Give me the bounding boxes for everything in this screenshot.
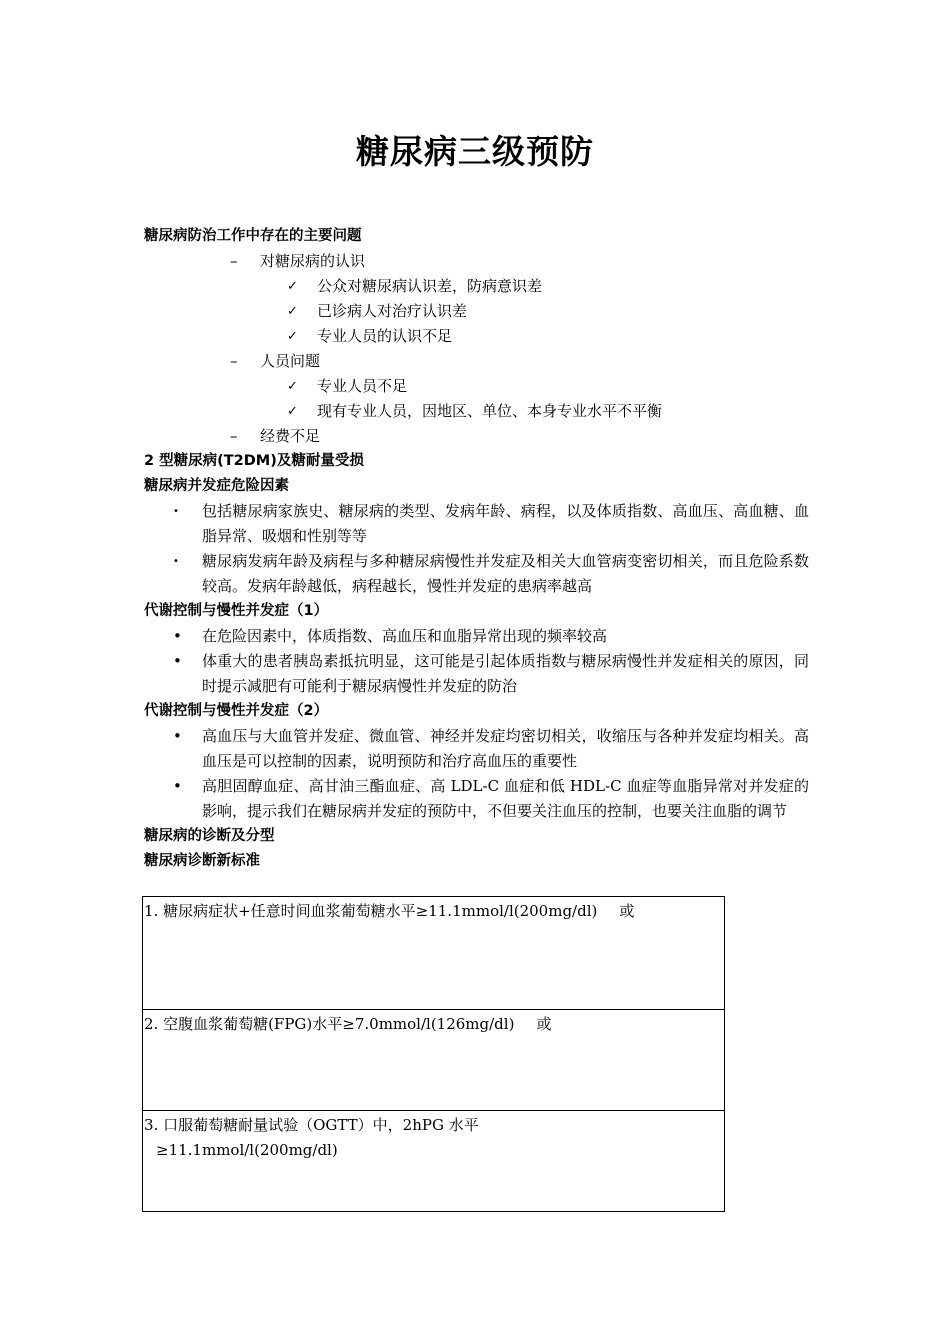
dash-marker: – xyxy=(230,427,238,445)
bullet-text: 糖尿病发病年龄及病程与多种糖尿病慢性并发症及相关大血管病变密切相关，而且危险系数较高。发病年龄越低，病程越长，慢性并发症的患病率越高 xyxy=(202,552,809,595)
section-heading-problems: 糖尿病防治工作中存在的主要问题 xyxy=(144,228,362,244)
bullet-text: 体重大的患者胰岛素抵抗明显，这可能是引起体质指数与糖尿病慢性并发症相关的原因，同时提示减肥有可能利于糖尿病慢性并发症的防治 xyxy=(202,652,809,695)
bullet-text: 在危险因素中，体质指数、高血压和血脂异常出现的频率较高 xyxy=(202,627,608,645)
check-item xyxy=(144,399,809,424)
bullet-item xyxy=(144,499,809,549)
bullet-icon: • xyxy=(173,506,179,517)
bullet-icon: • xyxy=(173,727,182,745)
checkmark-icon: ✓ xyxy=(287,304,298,319)
bullet-text: 高血压与大血管并发症、微血管、神经并发症均密切相关，收缩压与各种并发症均相关。高血压是可以控制的因素，说明预防和治疗高血压的重要性 xyxy=(202,727,809,770)
check-item-text: 公众对糖尿病认识差，防病意识差 xyxy=(317,277,543,295)
dash-item-awareness xyxy=(144,249,809,274)
document-body xyxy=(144,224,809,874)
criteria-cell-2 xyxy=(143,1010,725,1111)
dash-item-label: 经费不足 xyxy=(260,427,321,445)
dash-marker: – xyxy=(230,352,238,370)
bullet-item xyxy=(144,624,809,649)
check-item-text: 已诊病人对治疗认识差 xyxy=(317,302,468,320)
check-item xyxy=(144,274,809,299)
section-heading-t2dm: 2 型糖尿病(T2DM)及糖耐量受损 xyxy=(144,453,364,469)
criteria-or: 或 xyxy=(536,1015,552,1033)
bullet-item xyxy=(144,549,809,599)
check-item-text: 专业人员不足 xyxy=(317,377,408,395)
bullet-icon: • xyxy=(173,556,179,567)
bullet-item xyxy=(144,724,809,774)
bullet-icon: • xyxy=(173,627,182,645)
table-row xyxy=(143,897,725,1010)
dash-item-funding xyxy=(144,424,809,449)
criteria-text: 1. 糖尿病症状+任意时间血浆葡萄糖水平≥11.1mmol/l(200mg/dl) xyxy=(144,902,598,920)
bullet-icon: • xyxy=(173,777,182,795)
dash-item-staff xyxy=(144,349,809,374)
section-heading-metabolic-2: 代谢控制与慢性并发症（2） xyxy=(144,703,329,719)
check-item-text: 现有专业人员，因地区、单位、本身专业水平不平衡 xyxy=(317,402,663,420)
bullet-item xyxy=(144,649,809,699)
check-item xyxy=(144,324,809,349)
checkmark-icon: ✓ xyxy=(287,279,298,294)
checkmark-icon: ✓ xyxy=(287,379,298,394)
criteria-text: 2. 空腹血浆葡萄糖(FPG)水平≥7.0mmol/l(126mg/dl) xyxy=(144,1015,515,1033)
checkmark-icon: ✓ xyxy=(287,329,298,344)
bullet-text: 高胆固醇血症、高甘油三酯血症、高 LDL-C 血症和低 HDL-C 血症等血脂异常对并发症的影响，提示我们在糖尿病并发症的预防中，不但要关注血压的控制，也要关注血脂的调节 xyxy=(202,777,809,820)
diagnosis-criteria-table xyxy=(142,896,725,1212)
section-heading-risk-factors: 糖尿病并发症危险因素 xyxy=(144,478,289,494)
bullet-item xyxy=(144,774,809,824)
dash-marker: – xyxy=(230,252,238,270)
document-title: 糖尿病三级预防 xyxy=(356,132,594,171)
check-item xyxy=(144,299,809,324)
table-row xyxy=(143,1010,725,1111)
check-item-text: 专业人员的认识不足 xyxy=(317,327,453,345)
table-row xyxy=(143,1111,725,1212)
criteria-text: 3. 口服葡萄糖耐量试验（OGTT）中，2hPG 水平 xyxy=(144,1116,479,1134)
criteria-cell-1 xyxy=(143,897,725,1010)
criteria-or: 或 xyxy=(619,902,635,920)
bullet-icon: • xyxy=(173,652,182,670)
check-item xyxy=(144,374,809,399)
dash-item-label: 人员问题 xyxy=(260,352,321,370)
section-heading-criteria: 糖尿病诊断新标准 xyxy=(144,853,260,869)
bullet-text: 包括糖尿病家族史、糖尿病的类型、发病年龄、病程，以及体质指数、高血压、高血糖、血脂异常、吸烟和性别等等 xyxy=(202,502,809,545)
criteria-text-cont: ≥11.1mmol/l(200mg/dl) xyxy=(156,1141,338,1159)
section-heading-metabolic-1: 代谢控制与慢性并发症（1） xyxy=(144,603,329,619)
criteria-cell-3 xyxy=(143,1111,725,1212)
section-heading-diagnosis: 糖尿病的诊断及分型 xyxy=(144,828,275,844)
dash-item-label: 对糖尿病的认识 xyxy=(260,252,366,270)
checkmark-icon: ✓ xyxy=(287,404,298,419)
